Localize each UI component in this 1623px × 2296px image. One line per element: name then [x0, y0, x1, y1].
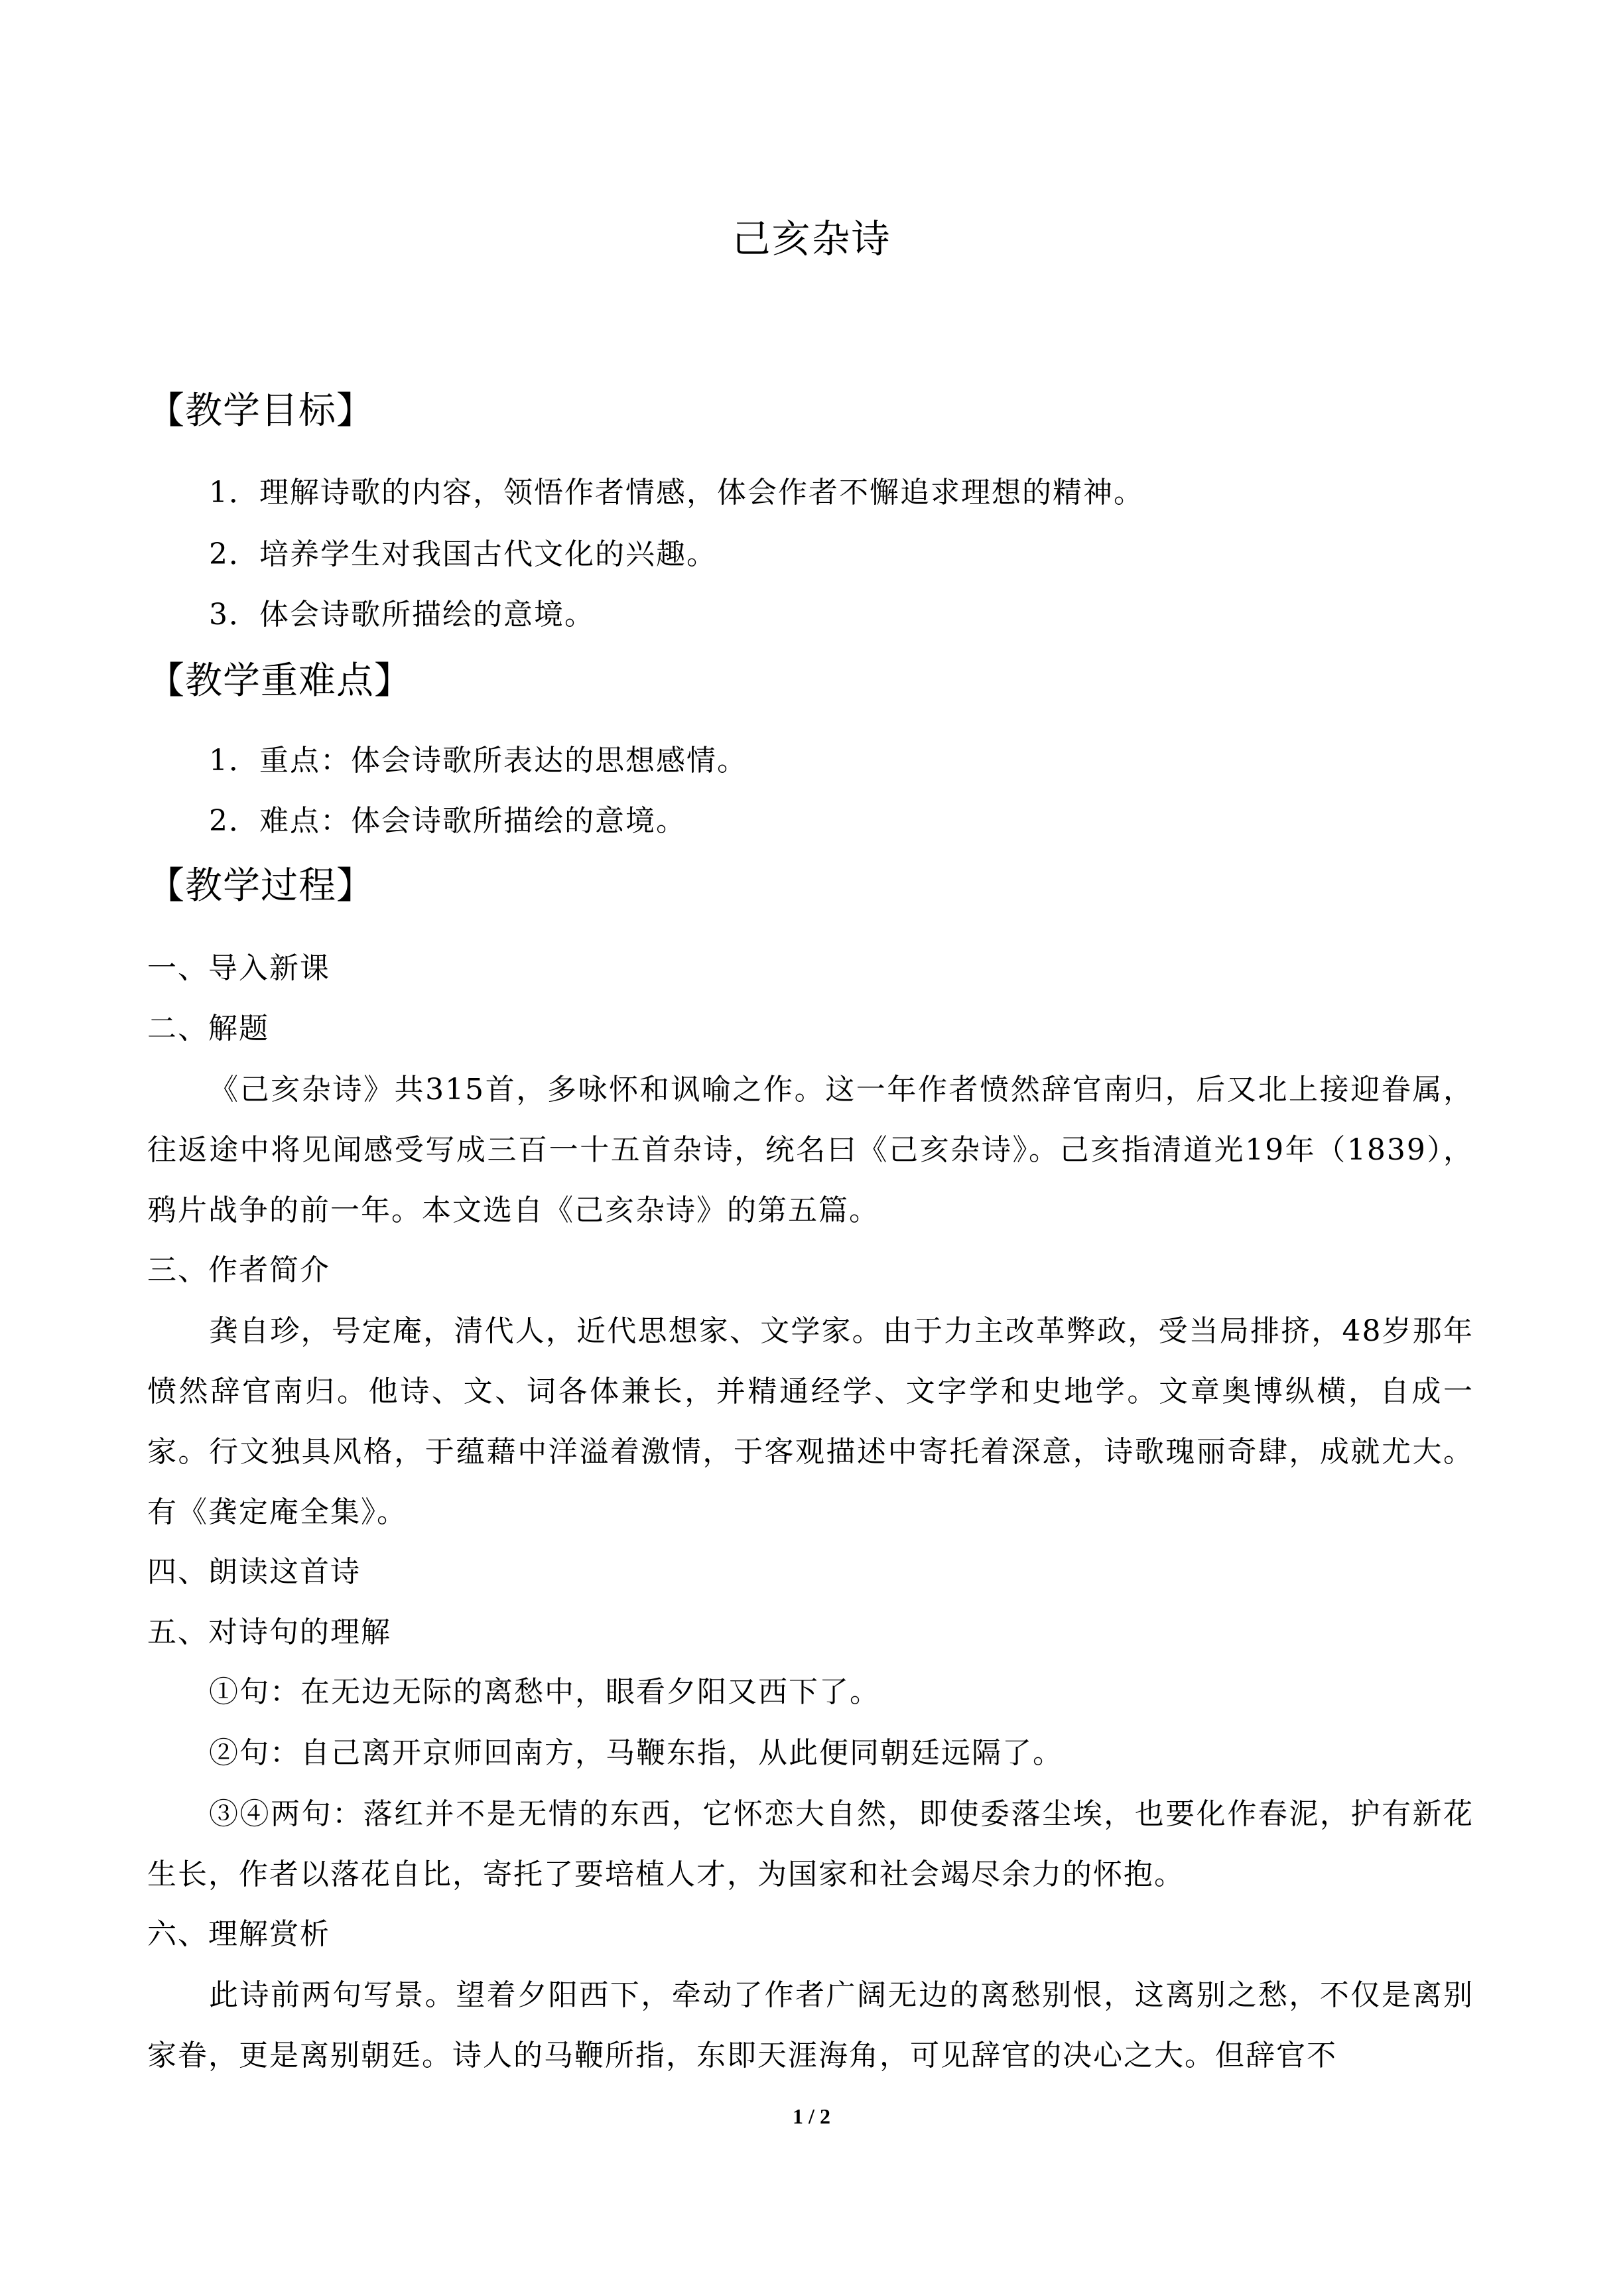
heading-key-points: 【教学重难点】 — [147, 659, 412, 703]
section-5-title: 五、对诗句的理解 — [147, 1615, 391, 1649]
section-2-paragraph: 《己亥杂诗》共315首，多咏怀和讽喻之作。这一年作者愤然辞官南归，后又北上接迎眷属，往返途中将见闻感受写成三百一十五首杂诗，统名曰《己亥杂诗》。己亥指清道光19年（1839），鸦片战争的前一年。本文选自《己亥杂诗》的第五篇。 — [147, 1073, 1474, 1227]
section-3-paragraph: 龚自珍，号定庵，清代人，近代思想家、文学家。由于力主改革弊政，受当局排挤，48岁那年愤然辞官南归。他诗、文、词各体兼长，并精通经学、文字学和史地学。文章奥博纵横，自成一家。行文独具风格，于蕴藉中洋溢着激情，于客观描述中寄托着深意，诗歌瑰丽奇肆，成就尤大。有《龚定庵全集》。 — [147, 1314, 1474, 1529]
section-1-title: 一、导入新课 — [147, 951, 330, 985]
objective-item-1: 1．理解诗歌的内容，领悟作者情感，体会作者不懈追求理想的精神。 — [209, 476, 1144, 509]
keypoint-item-1: 1．重点：体会诗歌所表达的思想感情。 — [209, 744, 747, 777]
page-number: 1 / 2 — [793, 2104, 830, 2128]
lines-3-4-explanation: ③④两句：落红并不是无情的东西，它怀恋大自然，即使委落尘埃，也要化作春泥，护有新花生长，作者以落花自比，寄托了要培植人才，为国家和社会竭尽余力的怀抱。 — [147, 1797, 1474, 1891]
heading-teaching-objectives: 【教学目标】 — [147, 389, 374, 433]
section-6-paragraph: 此诗前两句写景。望着夕阳西下，牵动了作者广阔无边的离愁别恨，这离别之愁，不仅是离别家眷，更是离别朝廷。诗人的马鞭所指，东即天涯海角，可见辞官的决心之大。但辞官不 — [147, 1978, 1474, 2072]
section-2-title: 二、解题 — [147, 1012, 269, 1046]
line-2-explanation: ②句：自己离开京师回南方，马鞭东指，从此便同朝廷远隔了。 — [209, 1736, 1063, 1770]
section-4-title: 四、朗读这首诗 — [147, 1555, 361, 1589]
document-title: 己亥杂诗 — [732, 216, 891, 261]
keypoint-item-2: 2．难点：体会诗歌所描绘的意境。 — [209, 804, 686, 838]
line-1-explanation: ①句：在无边无际的离愁中，眼看夕阳又西下了。 — [209, 1675, 880, 1709]
section-6-title: 六、理解赏析 — [147, 1917, 330, 1951]
heading-teaching-process: 【教学过程】 — [147, 864, 374, 908]
objective-item-3: 3．体会诗歌所描绘的意境。 — [209, 598, 595, 632]
objective-item-2: 2．培养学生对我国古代文化的兴趣。 — [209, 537, 717, 571]
section-3-title: 三、作者简介 — [147, 1253, 330, 1287]
